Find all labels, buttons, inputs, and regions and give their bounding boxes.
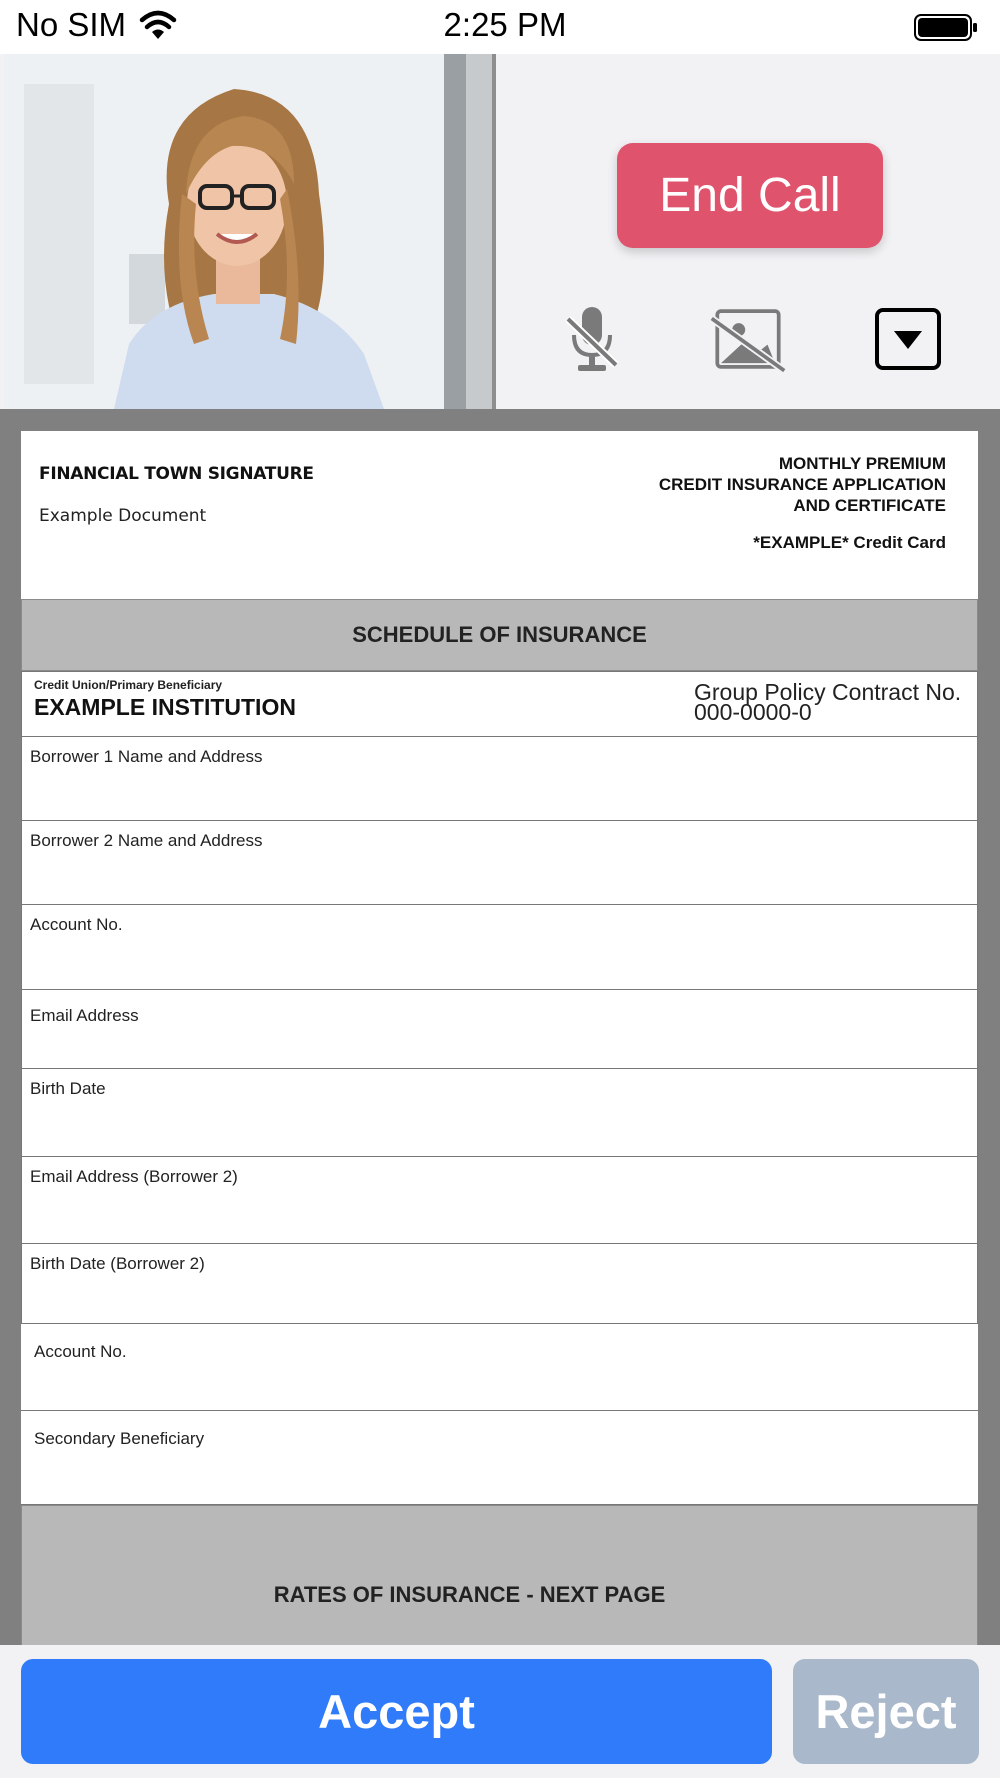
form-field-account-no-2[interactable] (21, 1324, 978, 1411)
form-field-borrower2[interactable] (21, 821, 978, 905)
field-label: Account No. (34, 1342, 127, 1361)
collapse-dropdown-icon (874, 307, 942, 371)
policy-label: Group Policy Contract No. (694, 679, 962, 705)
mic-muted-icon (562, 303, 622, 375)
title-line: AND CERTIFICATE (793, 496, 946, 515)
field-label: Borrower 2 Name and Address (30, 831, 263, 850)
accept-button[interactable]: Accept (21, 1659, 772, 1764)
card-type: *EXAMPLE* Credit Card (753, 533, 946, 552)
form-field-secondary-beneficiary[interactable] (21, 1411, 978, 1505)
document-viewer[interactable] (0, 409, 1000, 1645)
action-bar (0, 1645, 1000, 1778)
document-subtitle: Example Document (39, 506, 207, 526)
field-label: Account No. (30, 915, 123, 934)
mute-microphone-button[interactable] (552, 299, 632, 379)
title-line: CREDIT INSURANCE APPLICATION (658, 475, 946, 494)
carrier-label: No SIM (16, 6, 127, 43)
field-label: Borrower 1 Name and Address (30, 747, 263, 766)
video-divider (492, 54, 496, 409)
status-bar (0, 0, 1000, 54)
beneficiary-label: Credit Union/Primary Beneficiary (34, 678, 223, 692)
field-label: Birth Date (Borrower 2) (30, 1254, 205, 1273)
form-field-birth-date-borrower2[interactable] (21, 1244, 978, 1324)
field-label: Secondary Beneficiary (34, 1429, 205, 1448)
form-field-email-borrower2[interactable] (21, 1157, 978, 1244)
form-field-account-no[interactable] (21, 905, 978, 990)
caller-video-image (4, 54, 496, 409)
status-time: 2:25 PM (443, 6, 567, 43)
toggle-video-button[interactable] (708, 299, 788, 379)
field-label: Email Address (30, 1006, 139, 1025)
title-line: MONTHLY PREMIUM (778, 454, 946, 473)
battery-icon (914, 14, 978, 41)
form-field-borrower1[interactable] (21, 737, 978, 821)
video-call-area (0, 54, 1000, 409)
rates-heading: RATES OF INSURANCE - NEXT PAGE (21, 1505, 978, 1645)
schedule-heading: SCHEDULE OF INSURANCE (21, 599, 978, 671)
field-label: Email Address (Borrower 2) (30, 1167, 238, 1186)
form-field-email[interactable] (21, 990, 978, 1069)
form-field-birth-date[interactable] (21, 1069, 978, 1157)
institution-name: EXAMPLE INSTITUTION (34, 694, 296, 720)
policy-info (694, 679, 962, 725)
document-title (659, 453, 946, 553)
document-header-left (39, 464, 314, 526)
end-call-button[interactable]: End Call (617, 143, 883, 248)
reject-button[interactable]: Reject (793, 1659, 979, 1764)
org-name: FINANCIAL TOWN SIGNATURE (39, 464, 314, 484)
institution-row (21, 671, 978, 737)
remote-video-feed (4, 54, 496, 409)
insurance-document (21, 431, 978, 1645)
policy-number: 000-0000-0 (694, 699, 812, 725)
call-controls (500, 54, 1000, 409)
field-label: Birth Date (30, 1079, 106, 1098)
collapse-dropdown-button[interactable] (868, 299, 948, 379)
video-off-icon (708, 303, 788, 375)
